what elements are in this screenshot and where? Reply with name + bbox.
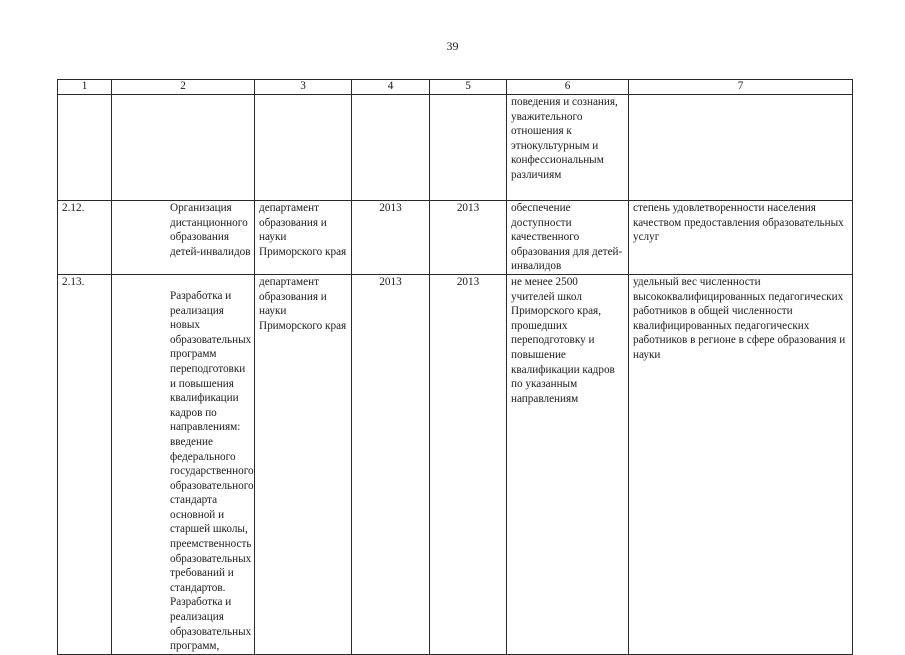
row-number-cell: 2.12.: [58, 201, 112, 275]
result-cell: обеспечение доступности качественного образования для детей-инвалидов: [507, 201, 629, 275]
indicator-cell: степень удовлетворенности населения качеством предоставления образовательных услуг: [629, 201, 853, 275]
column-header: 3: [255, 80, 352, 95]
column-header: 6: [507, 80, 629, 95]
executor-cell: [255, 95, 352, 201]
indicator-cell: удельный вес численности высококвалифицированных педагогических работников в общей численности квалифицированных педагогических работников в регионе в сфере образования и науки: [629, 274, 853, 654]
end-year-cell: 2013: [430, 274, 507, 654]
table-row: [58, 201, 853, 275]
measure-cell: [112, 95, 255, 201]
measure-cell: Организация дистанционного образования детей-инвалидов: [112, 201, 255, 275]
start-year-cell: [352, 95, 430, 201]
indicator-cell: [629, 95, 853, 201]
column-header: 4: [352, 80, 430, 95]
column-header: 2: [112, 80, 255, 95]
start-year-cell: 2013: [352, 201, 430, 275]
table-header-row: [58, 80, 853, 95]
column-header: 5: [430, 80, 507, 95]
row-number-cell: 2.13.: [58, 274, 112, 654]
measure-text: Разработка и реализация новых образовательных программ переподготовки и повышения квалификации кадров по направлениям: введение федерального государственного образовательного стандарта основной и старшей школы, преемственность образовательных требований и стандартов. Разработка и реализация образовательных программ,: [170, 289, 254, 653]
executor-cell: департамент образования и науки Приморского края: [255, 201, 352, 275]
column-header: 1: [58, 80, 112, 95]
measures-table: [57, 79, 853, 655]
end-year-cell: 2013: [430, 201, 507, 275]
measure-cell: [112, 274, 255, 654]
result-cell: не менее 2500 учителей школ Приморского края, прошедших переподготовку и повышение квалификации кадров по указанным направлениям: [507, 274, 629, 654]
executor-cell: департамент образования и науки Приморского края: [255, 274, 352, 654]
page-number: 39: [446, 39, 459, 53]
result-cell: поведения и сознания, уважительного отношения к этнокультурным и конфессиональным различиям: [507, 95, 629, 201]
table-row: [58, 274, 853, 654]
column-header: 7: [629, 80, 853, 95]
end-year-cell: [430, 95, 507, 201]
row-number-cell: [58, 95, 112, 201]
start-year-cell: 2013: [352, 274, 430, 654]
table-row: [58, 95, 853, 201]
